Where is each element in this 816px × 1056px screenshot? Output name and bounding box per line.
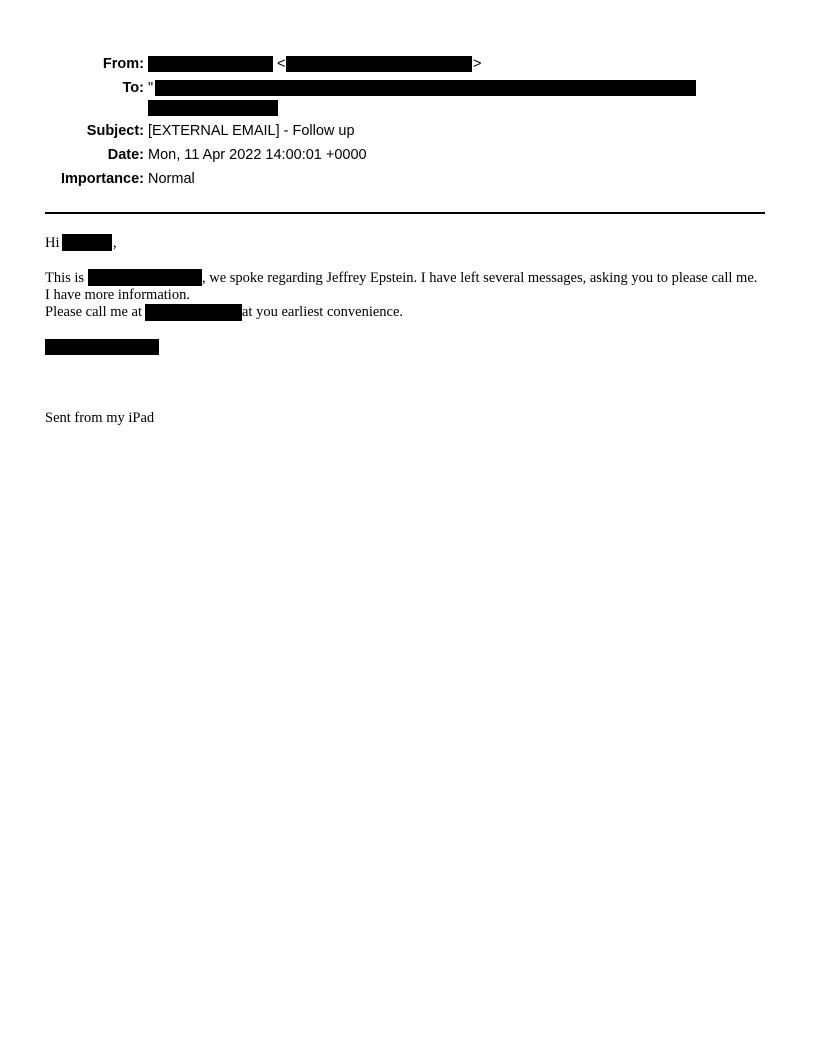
- body-line1-suffix: , we spoke regarding Jeffrey Epstein. I have left several messages, asking you to please call me.: [202, 270, 758, 286]
- redacted-recipient-line1: [155, 80, 696, 96]
- redacted-sender-email: [286, 56, 472, 72]
- body-line2: I have more information.: [45, 287, 190, 303]
- subject-label: Subject:: [86, 123, 144, 139]
- body-line1-prefix: This is: [45, 270, 85, 286]
- greeting-suffix: ,: [113, 235, 117, 251]
- date-label: Date:: [107, 147, 144, 163]
- redacted-signature: [45, 339, 159, 355]
- header-subject-row: [0, 121, 816, 141]
- redacted-recipient-line2: [148, 100, 278, 116]
- from-gt: >: [473, 56, 482, 72]
- from-label: From:: [102, 56, 144, 72]
- importance-value: Normal: [148, 171, 195, 187]
- header-divider: [45, 212, 765, 214]
- subject-value: [EXTERNAL EMAIL] - Follow up: [148, 123, 355, 139]
- to-quote: ": [148, 80, 154, 96]
- redacted-sender-name: [148, 56, 273, 72]
- date-value: Mon, 11 Apr 2022 14:00:01 +0000: [148, 147, 367, 163]
- signoff-text: Sent from my iPad: [45, 410, 155, 426]
- body-line3-suffix: at you earliest convenience.: [242, 304, 404, 320]
- header-date-row: [0, 145, 816, 165]
- redacted-phone-number: [145, 304, 242, 321]
- header-importance-row: [0, 169, 816, 189]
- greeting-prefix: Hi: [45, 235, 60, 251]
- to-label: To:: [122, 80, 144, 96]
- from-lt: <: [277, 56, 286, 72]
- redacted-caller-name: [88, 269, 202, 286]
- redacted-greeting-name: [62, 234, 112, 251]
- importance-label: Importance:: [61, 171, 144, 187]
- body-line3-prefix: Please call me at: [45, 304, 143, 320]
